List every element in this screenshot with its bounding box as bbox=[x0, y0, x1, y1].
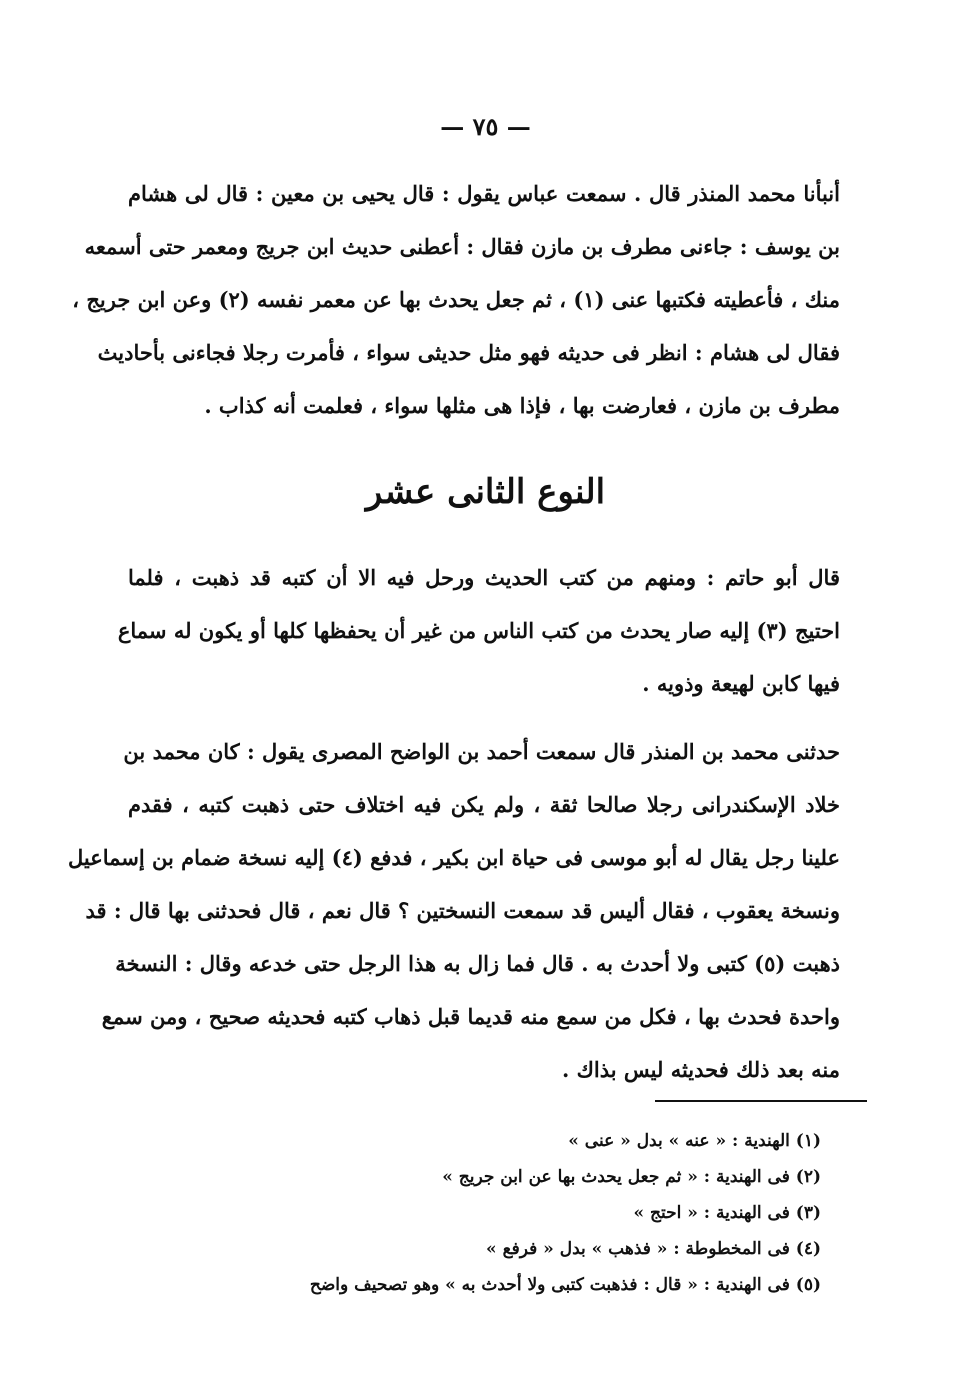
text-line: خلاد الإسكندرانى رجلا صالحا ثقة ، ولم يكن فيه اختلاف حتى ذهبت كتبه ، فقدم bbox=[128, 792, 840, 817]
text-line: قال أبو حاتم : ومنهم من كتب الحديث ورحل فيه الا أن كتبه قد ذهبت ، فلما bbox=[128, 565, 840, 590]
text-line: فقال لى هشام : انظر فى حديثه فهو مثل حديثى سواء ، فأمرت رجلا فجاءنى بأحاديث bbox=[97, 340, 840, 365]
footnote-3: (٣) فى الهندية : « احتج » bbox=[633, 1203, 821, 1223]
paragraph-1 bbox=[72, 167, 840, 432]
text-line: احتيج (٣) إليه صار يحدث من كتب الناس من غير أن يحفظها كلها أو يكون له سماع bbox=[117, 618, 840, 643]
footnote-2: (٢) فى الهندية : « ثم جعل يحدث بها عن ابن جريج » bbox=[442, 1167, 821, 1187]
footnotes bbox=[261, 1123, 821, 1303]
section-heading: النوع الثانى عشر bbox=[365, 472, 606, 512]
footnote-4: (٤) فى المخطوطة : « فذهب » بدل « فرفع » bbox=[486, 1239, 821, 1259]
paragraph-3 bbox=[67, 725, 840, 1096]
text-line: بن يوسف : جاءنى مطرف بن مازن فقال : أعطنى حديث ابن جريج ومعمر حتى أسمعه bbox=[84, 234, 840, 259]
footnote-separator bbox=[655, 1100, 867, 1102]
text-line: مطرف بن مازن ، فعارضت بها ، فإذا هى مثلها سواء ، فعلمت أنه كذاب . bbox=[204, 393, 840, 418]
footnote-5: (٥) فى الهندية : « قال : فذهبت كتبى ولا أحدث به » وهو تصحيف واضح bbox=[309, 1275, 821, 1295]
text-line: ذهبت (٥) كتبى ولا أحدث به . قال فما زال به هذا الرجل حتى خدعه وقال : النسخة bbox=[115, 951, 840, 976]
text-line: منه بعد ذلك فحديثه ليس بذاك . bbox=[561, 1057, 840, 1082]
text-line: ونسخة يعقوب ، فقال أليس قد سمعت النسختين ؟ قال نعم ، قال فحدثنى بها قال : قد bbox=[85, 898, 840, 923]
paragraph-2 bbox=[117, 551, 840, 710]
text-line: واحدة فحدث بها ، فكل من سمع منه قديما قبل ذهاب كتبه فحديثه صحيح ، ومن سمع bbox=[101, 1004, 840, 1029]
text-line: حدثنى محمد بن المنذر قال سمعت أحمد بن الواضح المصرى يقول : كان محمد بن bbox=[123, 739, 840, 764]
footnote-1: (١) الهندية : « عنه » بدل « عنى » bbox=[568, 1131, 821, 1151]
text-line: منك ، فأعطيته فكتبها عنى (١) ، ثم جعل يحدث بها عن معمر نفسه (٢) وعن ابن جريج ، bbox=[72, 287, 840, 312]
page-number: — ٧٥ — bbox=[440, 112, 531, 141]
text-line: أنبأنا محمد المنذر قال . سمعت عباس يقول : قال يحيى بن معين : قال لى هشام bbox=[128, 181, 840, 206]
text-line: فيها كابن لهيعة وذويه . bbox=[642, 671, 840, 696]
text-line: علينا رجل يقال له أبو موسى فى حياة ابن بكير ، فدفع (٤) إليه نسخة ضمام بن إسماعيل bbox=[67, 845, 840, 870]
